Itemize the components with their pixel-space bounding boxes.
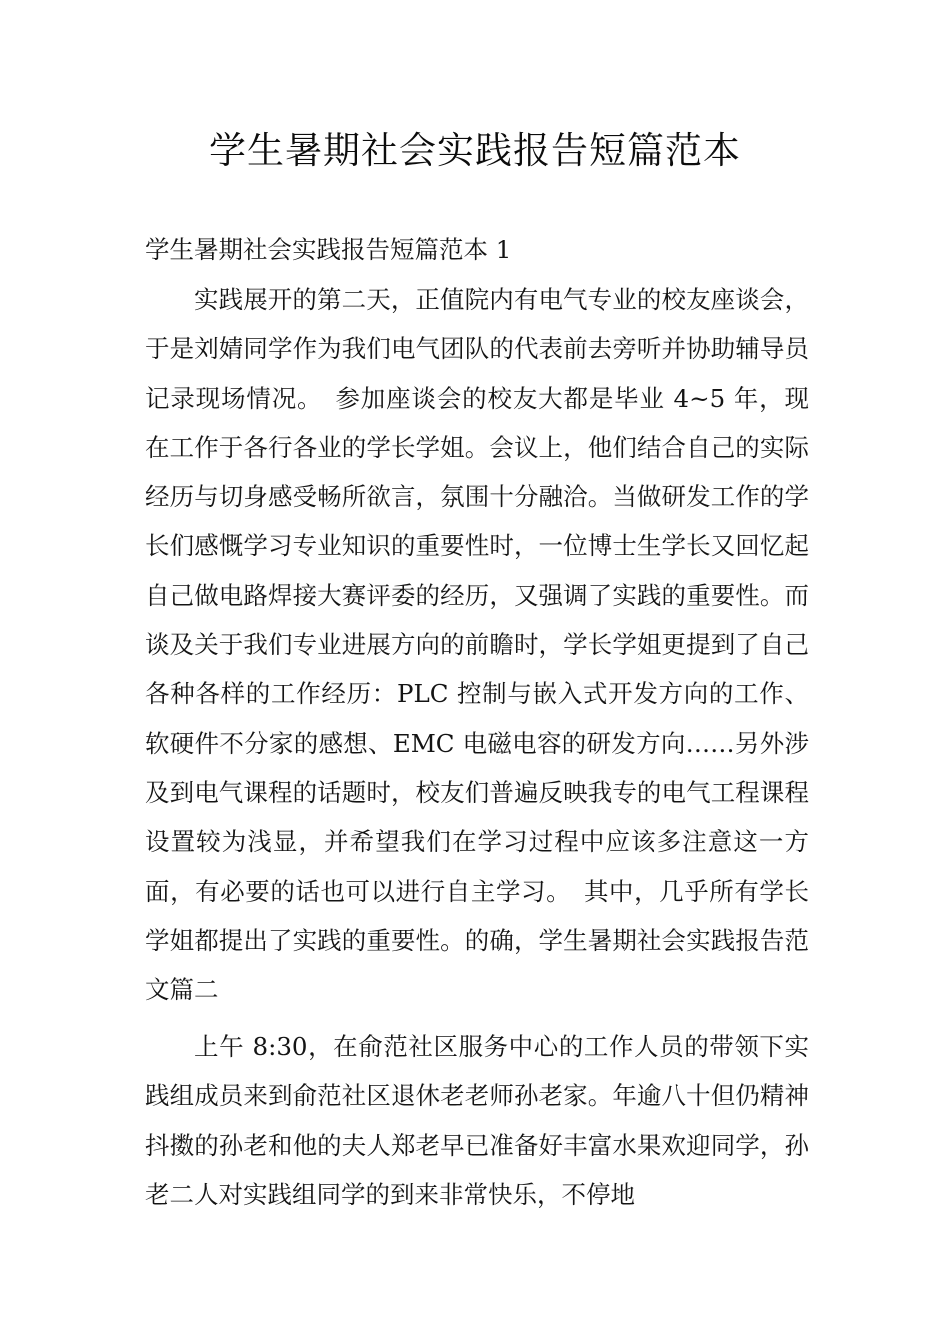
paragraph-2: 上午 8:30，在俞范社区服务中心的工作人员的带领下实践组成员来到俞范社区退休老老师孙老家。年逾八十但仍精神抖擞的孙老和他的夫人郑老早已准备好丰富水果欢迎同学，孙老二人对实践组同学的到来非常快乐，不停地 <box>145 1032 809 1209</box>
document-title: 学生暑期社会实践报告短篇范本 <box>209 129 741 172</box>
paragraph-1: 实践展开的第二天，正值院内有电气专业的校友座谈会，于是刘婧同学作为我们电气团队的代表前去旁听并协助辅导员记录现场情况。 参加座谈会的校友大都是毕业 4~5 年，现在工作于各行各业的学长学姐。会议上，他们结合自己的实际经历与切身感受畅所欲言，氛围十分融洽。当做研发工作的学长们感慨学习专业知识的重要性时，一位博士生学长又回忆起自己做电路焊接大赛评委的经历，又强调了实践的重要性。而谈及关于我们专业进展方向的前瞻时，学长学姐更提到了自己各种各样的工作经历：PLC 控制与嵌入式开发方向的工作、软硬件不分家的感想、EMC 电磁电容的研发方向……另外涉及到电气课程的话题时，校友们普遍反映我专的电气工程课程设置较为浅显，并希望我们在学习过程中应该多注意这一方面，有必要的话也可以进行自主学习。 其中，几乎所有学长学姐都提出了实践的重要性。的确，学生暑期社会实践报告范文篇二 <box>145 285 809 1005</box>
section-heading: 学生暑期社会实践报告短篇范本 1 <box>145 235 512 264</box>
